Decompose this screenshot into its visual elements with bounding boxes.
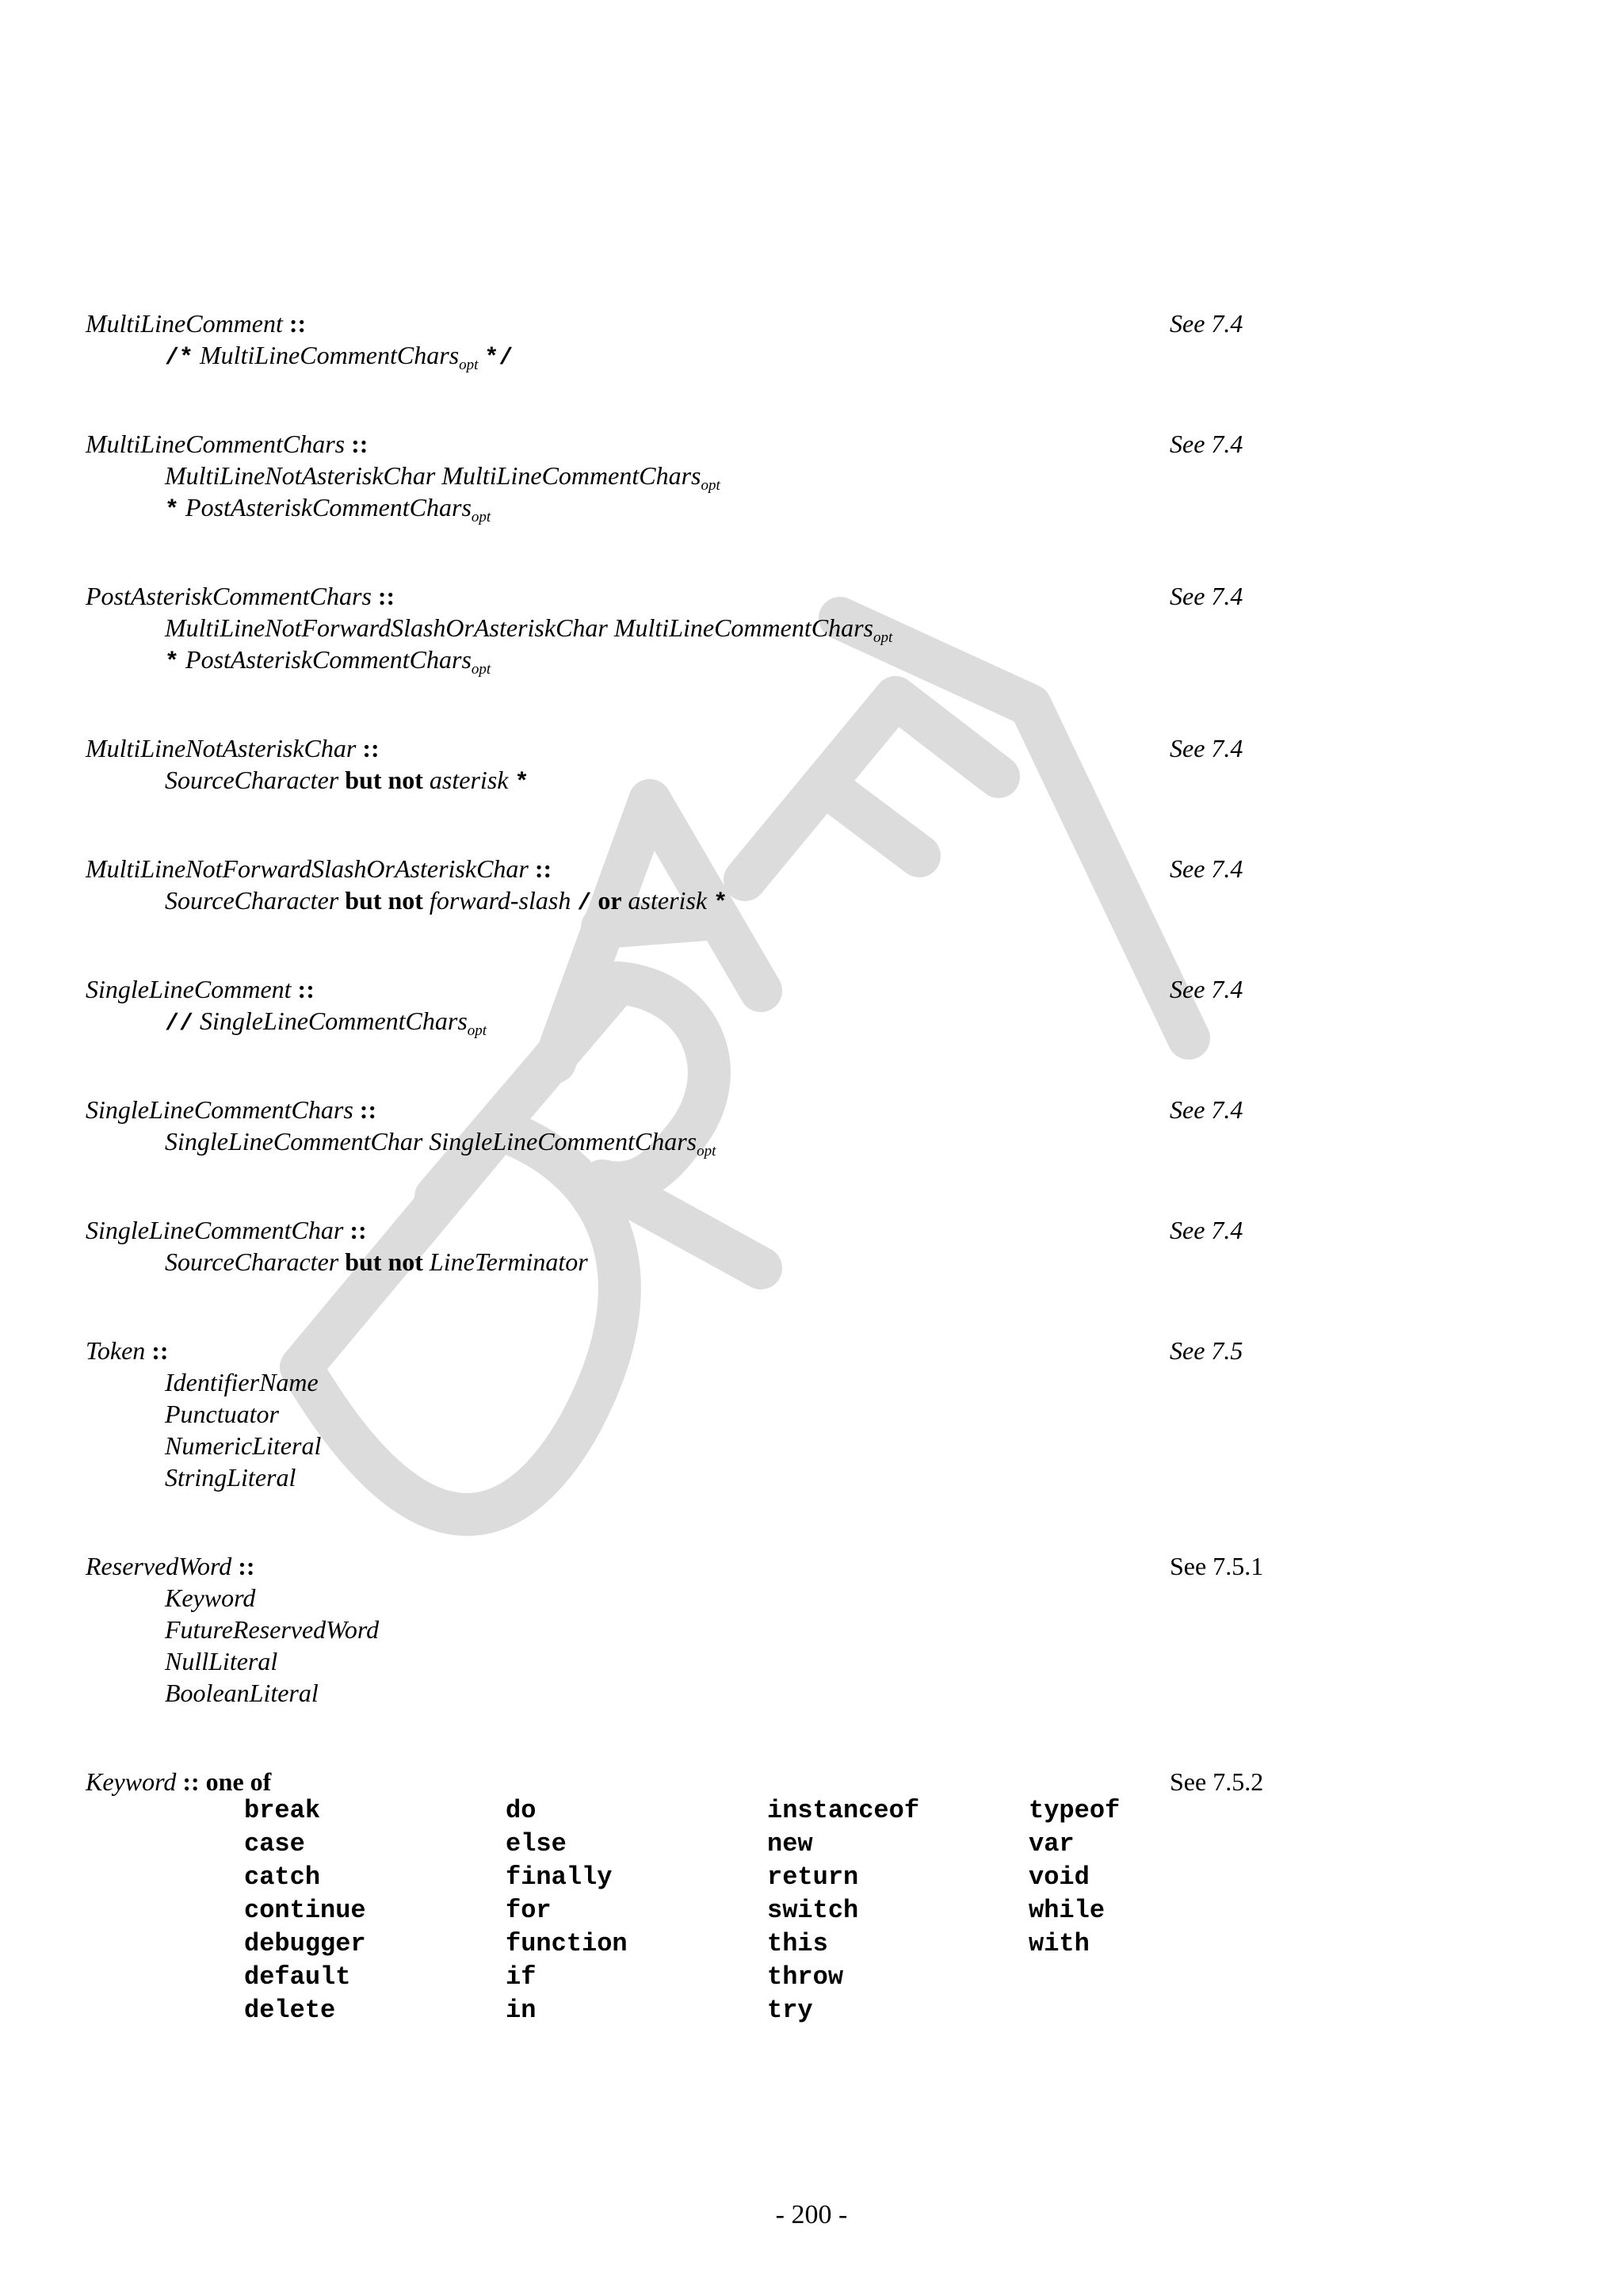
nonterminal: NumericLiteral <box>165 1431 322 1460</box>
opt-subscript: opt <box>697 1143 716 1159</box>
production-keyword <box>86 1766 1306 2027</box>
production-singlelinecommentchar <box>86 1214 1306 1278</box>
keyword: instanceof <box>767 1796 920 1825</box>
nonterminal: NullLiteral <box>165 1647 278 1675</box>
production-multilinecomment <box>86 308 1306 371</box>
section-reference: See 7.4 <box>1170 582 1243 610</box>
keyword: while <box>1029 1896 1106 1925</box>
section-reference: See 7.5.1 <box>1170 1552 1264 1580</box>
opt-subscript: opt <box>471 661 491 678</box>
terminal: // <box>165 1010 194 1037</box>
section-reference: See 7.5.2 <box>1170 1767 1264 1796</box>
production-separator: :: <box>297 975 315 1003</box>
section-reference: See 7.4 <box>1170 854 1243 883</box>
production-lhs: Token <box>86 1336 146 1365</box>
keyword: throw <box>767 1962 844 1992</box>
nonterminal: BooleanLiteral <box>165 1679 319 1707</box>
nonterminal: PostAsteriskCommentChars <box>185 493 472 521</box>
terminal: /* <box>165 345 194 372</box>
keyword: with <box>1029 1929 1090 1958</box>
keyword: return <box>767 1862 859 1892</box>
production-separator: :: <box>351 430 369 458</box>
production-lhs: SingleLineCommentChar <box>86 1216 344 1244</box>
production-separator: :: <box>534 854 552 883</box>
production-reservedword <box>86 1550 1306 1709</box>
production-token <box>86 1335 1306 1493</box>
production-rhs <box>86 612 1306 644</box>
keyword: if <box>506 1962 537 1992</box>
section-reference: See 7.4 <box>1170 309 1243 338</box>
keyword: default <box>244 1962 351 1992</box>
keyword: typeof <box>1029 1796 1121 1825</box>
production-separator: :: <box>359 1095 377 1124</box>
description: asterisk <box>628 886 708 915</box>
nonterminal: MultiLineCommentChars <box>200 341 460 369</box>
keyword: do <box>506 1796 537 1825</box>
nonterminal: SingleLineCommentChar SingleLineCommentChars <box>165 1127 697 1156</box>
production-singlelinecomment <box>86 973 1306 1037</box>
nonterminal: PostAsteriskCommentChars <box>185 645 472 674</box>
opt-subscript: opt <box>467 1022 487 1039</box>
opt-subscript: opt <box>471 509 491 525</box>
description: asterisk <box>429 766 509 794</box>
keyword: for <box>506 1896 552 1925</box>
terminal: / <box>577 890 592 917</box>
keyword: debugger <box>244 1929 366 1958</box>
production-lhs: PostAsteriskCommentChars <box>86 582 372 610</box>
production-lhs: MultiLineNotForwardSlashOrAsteriskChar <box>86 854 529 883</box>
keyword: case <box>244 1829 305 1859</box>
keyword-column <box>244 1794 506 2027</box>
terminal: */ <box>484 345 514 372</box>
nonterminal: Keyword <box>165 1584 256 1612</box>
keyword: var <box>1029 1829 1075 1859</box>
opt-subscript: opt <box>701 477 720 494</box>
nonterminal: Punctuator <box>165 1400 279 1428</box>
nonterminal: LineTerminator <box>429 1247 588 1276</box>
production-lhs: MultiLineCommentChars <box>86 430 346 458</box>
nonterminal: SourceCharacter <box>165 766 339 794</box>
keyword: break <box>244 1796 321 1825</box>
terminal: * <box>514 770 529 797</box>
production-separator: :: <box>151 1336 169 1365</box>
description: forward-slash <box>429 886 571 915</box>
keyword: else <box>506 1829 567 1859</box>
terminal: * <box>165 649 180 676</box>
keyword-phrase: but not <box>345 1247 423 1276</box>
nonterminal: SourceCharacter <box>165 1247 339 1276</box>
production-rhs <box>86 1125 1306 1157</box>
grammar-listing <box>86 308 1306 2027</box>
keyword-table <box>86 1794 1306 2027</box>
nonterminal: MultiLineNotAsteriskChar MultiLineCommentChars <box>165 461 701 490</box>
terminal: * <box>713 890 728 917</box>
terminal: * <box>165 497 180 524</box>
production-rhs <box>86 491 1306 523</box>
keyword: in <box>506 1996 537 2025</box>
section-reference: See 7.4 <box>1170 430 1243 458</box>
production-separator: :: <box>349 1216 367 1244</box>
production-rhs <box>86 460 1306 494</box>
keyword-column <box>506 1794 767 2027</box>
production-separator: :: <box>362 734 380 762</box>
opt-subscript: opt <box>459 357 479 373</box>
production-rhs <box>86 764 1306 796</box>
keyword-phrase: but not <box>345 766 423 794</box>
keyword: try <box>767 1996 813 2025</box>
production-lhs: SingleLineComment <box>86 975 292 1003</box>
nonterminal: MultiLineNotForwardSlashOrAsteriskChar MultiLineCommentChars <box>165 613 873 642</box>
production-lhs: MultiLineNotAsteriskChar <box>86 734 357 762</box>
nonterminal: FutureReservedWord <box>165 1615 380 1644</box>
keyword: this <box>767 1929 828 1958</box>
nonterminal: StringLiteral <box>165 1463 296 1492</box>
keyword: delete <box>244 1996 336 2025</box>
production-separator: :: one of <box>182 1767 272 1796</box>
section-reference: See 7.4 <box>1170 734 1243 762</box>
production-rhs <box>86 1005 1306 1037</box>
page-number: - 200 - <box>775 2200 848 2229</box>
keyword-column <box>767 1794 1029 2027</box>
keyword: catch <box>244 1862 321 1892</box>
production-rhs <box>86 884 1306 916</box>
keyword: continue <box>244 1896 366 1925</box>
keyword: switch <box>767 1896 859 1925</box>
production-separator: :: <box>377 582 395 610</box>
section-reference: See 7.4 <box>1170 975 1243 1003</box>
production-singlelinecommentchars <box>86 1094 1306 1157</box>
production-lhs: ReservedWord <box>86 1552 232 1580</box>
nonterminal: SingleLineCommentChars <box>200 1007 468 1035</box>
section-reference: See 7.5 <box>1170 1336 1243 1365</box>
keyword-phrase: but not <box>345 886 423 915</box>
production-lhs: SingleLineCommentChars <box>86 1095 353 1124</box>
keyword: new <box>767 1829 813 1859</box>
production-multilinenotasteriskchar <box>86 732 1306 796</box>
production-lhs: Keyword <box>86 1767 177 1796</box>
section-reference: See 7.4 <box>1170 1216 1243 1244</box>
keyword: finally <box>506 1862 613 1892</box>
nonterminal: IdentifierName <box>165 1368 319 1396</box>
opt-subscript: opt <box>873 629 893 646</box>
keyword-column <box>1029 1794 1290 1961</box>
production-multilinecommentchars <box>86 428 1306 523</box>
section-reference: See 7.4 <box>1170 1095 1243 1124</box>
keyword: function <box>506 1929 628 1958</box>
production-postasteriskcommentchars <box>86 580 1306 678</box>
production-rhs <box>86 339 1306 371</box>
production-separator: :: <box>288 309 307 338</box>
production-multilinenotforwardslashorasteriskchar <box>86 853 1306 916</box>
nonterminal: SourceCharacter <box>165 886 339 915</box>
production-lhs: MultiLineComment <box>86 309 283 338</box>
keyword-phrase: or <box>598 886 622 915</box>
production-rhs <box>86 644 1306 678</box>
production-separator: :: <box>238 1552 255 1580</box>
production-rhs <box>86 1246 1306 1278</box>
keyword: void <box>1029 1862 1090 1892</box>
